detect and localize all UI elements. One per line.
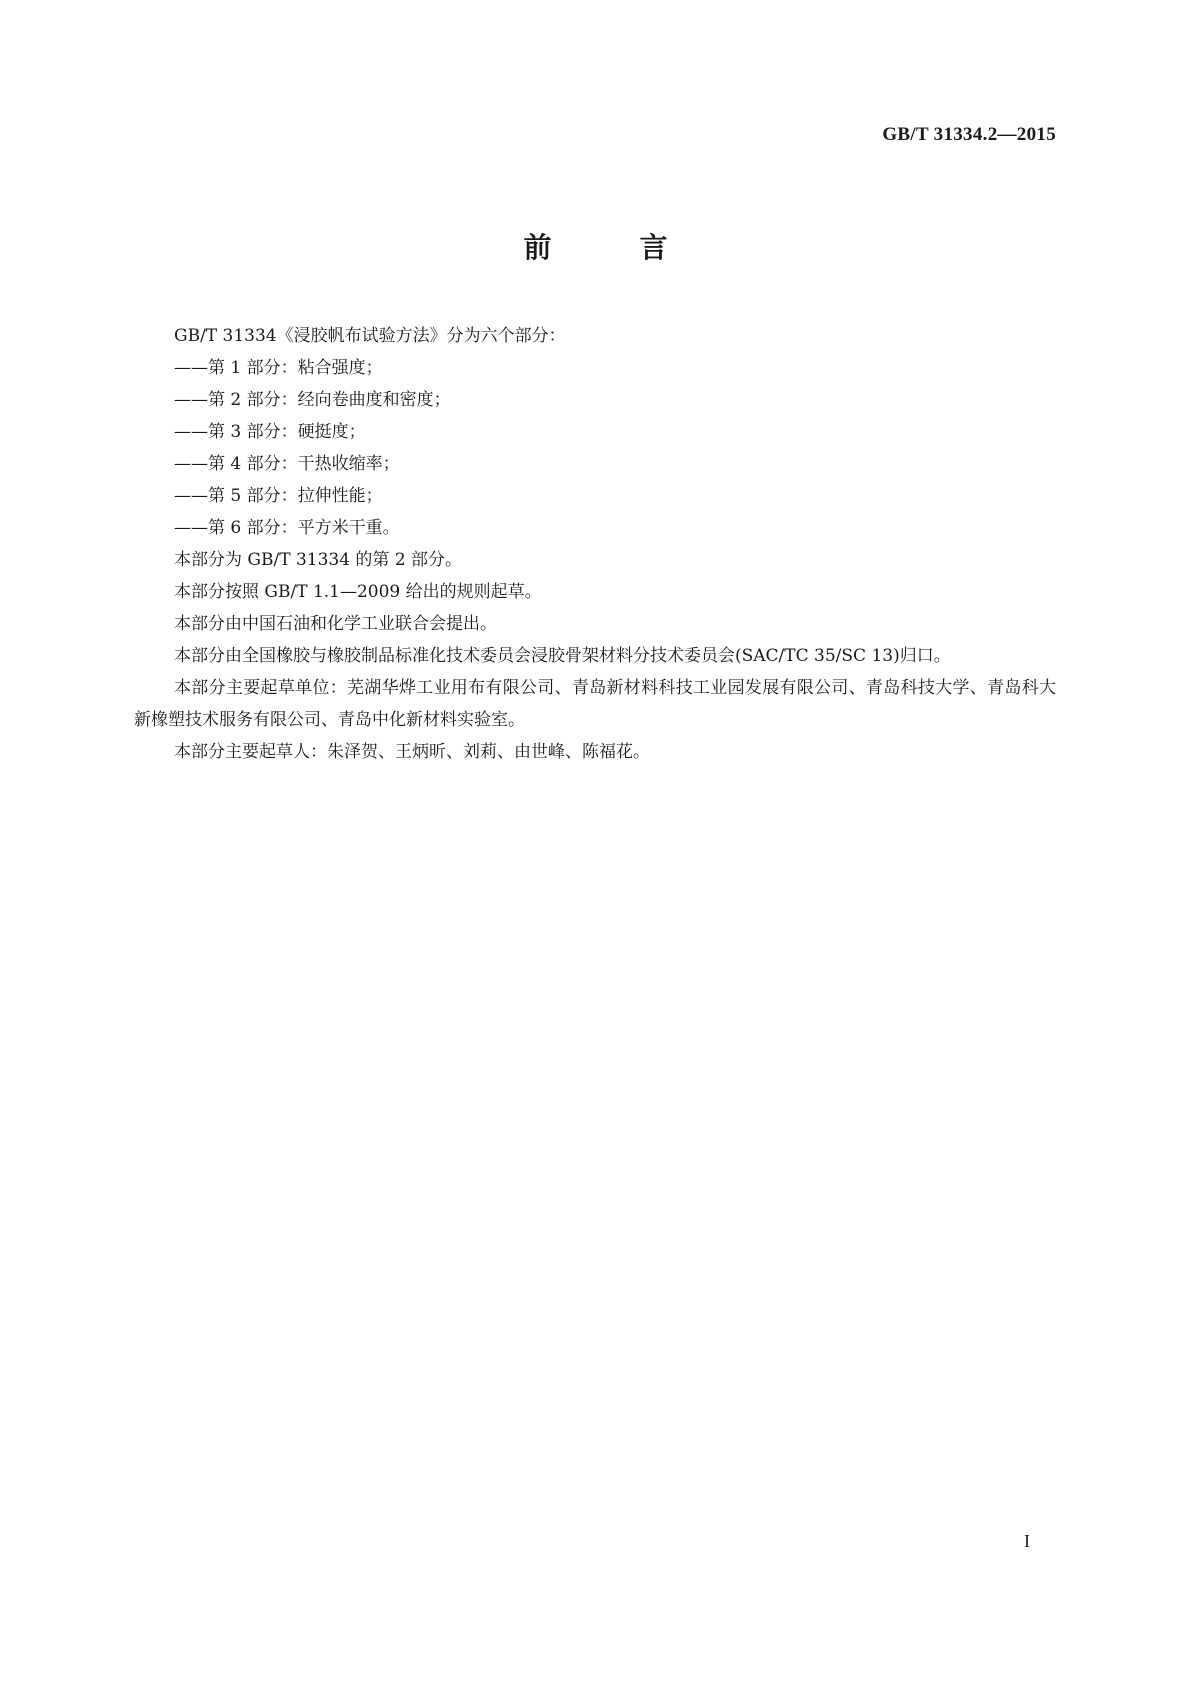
paragraph-intro: GB/T 31334《浸胶帆布试验方法》分为六个部分： [174, 326, 566, 346]
paragraph-technical-committee: 本部分由全国橡胶与橡胶制品标准化技术委员会浸胶骨架材料分技术委员会(SAC/TC 35/SC 13)归口。 [174, 646, 951, 666]
list-item: ——第 6 部分：平方米干重。 [174, 518, 400, 538]
document-body [134, 320, 1056, 768]
paragraph-drafters: 本部分主要起草人：朱泽贺、王炳昕、刘莉、由世峰、陈福花。 [174, 742, 650, 762]
paragraph-drafting-rules: 本部分按照 GB/T 1.1—2009 给出的规则起草。 [174, 582, 542, 602]
list-item: ——第 2 部分：经向卷曲度和密度； [174, 390, 451, 410]
list-item: ——第 4 部分：干热收缩率； [174, 454, 400, 474]
paragraph-proposer: 本部分由中国石油和化学工业联合会提出。 [174, 614, 497, 634]
paragraph-drafting-units: 本部分主要起草单位：芜湖华烨工业用布有限公司、青岛新材料科技工业园发展有限公司、青岛科技大学、青岛科大新橡塑技术服务有限公司、青岛中化新材料实验室。 [134, 678, 1056, 730]
page-number: I [1024, 1531, 1030, 1551]
paragraph-part-statement: 本部分为 GB/T 31334 的第 2 部分。 [174, 550, 463, 570]
list-item: ——第 1 部分：粘合强度； [174, 358, 383, 378]
list-item: ——第 3 部分：硬挺度； [174, 422, 366, 442]
page-title: 前 言 [523, 231, 698, 264]
document-id: GB/T 31334.2—2015 [882, 124, 1056, 145]
list-item: ——第 5 部分：拉伸性能； [174, 486, 383, 506]
